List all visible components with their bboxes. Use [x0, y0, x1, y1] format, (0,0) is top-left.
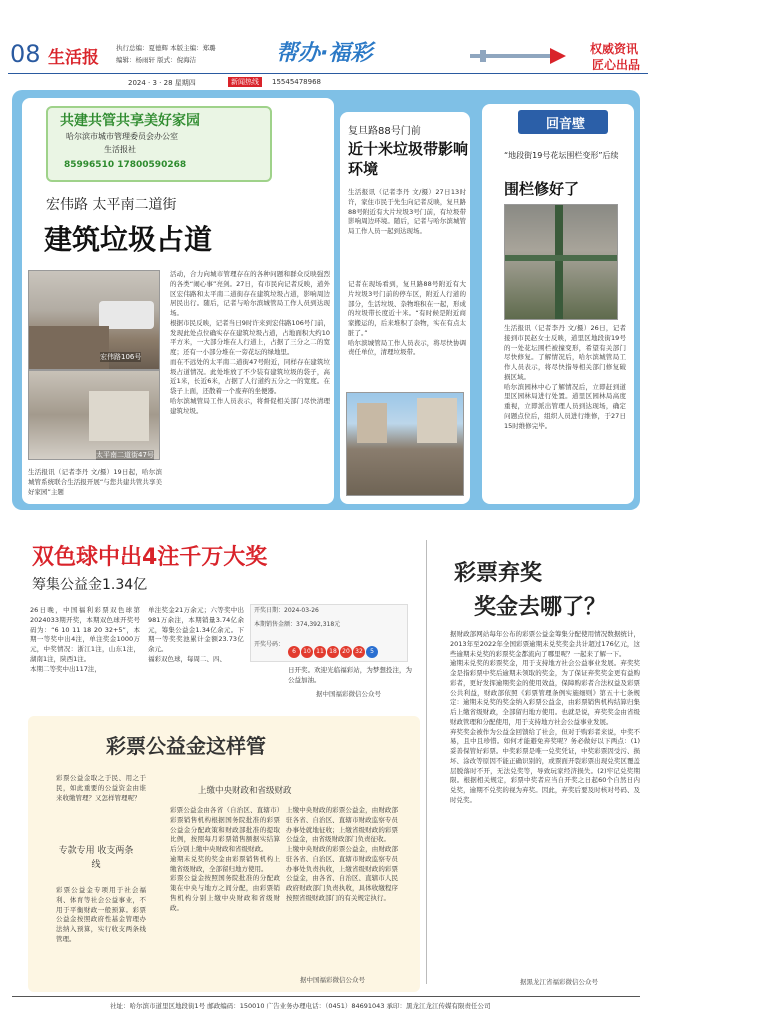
lottery2-source: 据中国福彩微信公众号 [300, 976, 365, 984]
red-ball: 6 [288, 646, 300, 658]
red-ball: 32 [353, 646, 365, 658]
executive-editor-line: 执行总编：夏德辉 本版主编：郑璐 [116, 44, 216, 52]
lottery2-left-body: 彩票公益金专项用于社会福利、体育等社会公益事业，不用于平衡财政一般预算。彩票公益金按照政府性基金管理办法纳入预算，实行收支两条线管理。 [56, 886, 146, 943]
slogan-1: 权威资讯 [590, 42, 639, 56]
paper-logo: 生活报 [48, 48, 99, 68]
ball-row [288, 638, 406, 658]
red-ball: 18 [327, 646, 339, 658]
slogan-2: 匠心出品 [592, 58, 641, 72]
page-number: 08 [10, 40, 41, 68]
lottery2-mid-body: 彩票公益金由各省（自治区、直辖市）彩票销售机构根据国务院批准的彩票公益金分配政策和财政部批准的提取比例，按照每月彩票销售额据实结算后分别上缴中央财政和省级财政。 逾期未兑奖的奖金由彩票销售机构上缴省级财政，全部留归地方使用。 彩票公益金按照国务院批准的分配政策在中央与地方之间分配，由彩票销售机构分别上缴中央财政和省级财政。 [170, 806, 280, 912]
date-line: 2024 · 3 · 28 星期四 [128, 79, 196, 87]
lottery1-col1: 26日晚，中国福利彩票双色球第2024033期开奖，本期双色球开奖号码为：“6 10 11 18 20 32+5”，本期一等奖中出4注，单注奖金1000万元，中奖情况：浙江1注，山东1注，湖南1注，陕西1注。 本期二等奖中出117注， [30, 606, 140, 673]
story3-headline: 围栏修好了 [504, 180, 580, 198]
arrow-decoration-icon [470, 48, 570, 64]
header-rule [8, 73, 648, 74]
lottery2-right-body: 上缴中央财政的彩票公益金，由财政部驻各省、自治区、直辖市财政监察专员办事处就地征收；上缴省级财政的彩票公益金，由省级财政部门负责征收。 上缴中央财政的彩票公益金，由财政部驻各省、自治区、直辖市财政监察专员办事处负责执收，上缴省级财政的彩票公益金，由各省、自治区、直辖市人民政府财政部门负责执收，具体收缴程序按照省级财政部门的有关规定执行。 [286, 806, 398, 902]
lottery1-col3: 日开奖。欢迎光临福彩站，为梦想投注，为公益加油。 [288, 666, 412, 684]
story2-lead: 生活报讯（记者李丹 文/摄）27日13时许，家住市民于先生向记者反映，复旦路88号附近有大片垃圾3号门前，有垃圾带影响周边环境。随后，记者与哈尔滨城管局工作人员一起到达现场。 [348, 188, 466, 235]
story1-headline: 建筑垃圾占道 [44, 223, 213, 256]
footer-info: 社址：哈尔滨市道里区地段街1号 邮政编码：150010 广告业务办理电话：（0451）84691043 承印：黑龙江龙江传媒有限责任公司 [110, 1002, 491, 1010]
red-ball: 20 [340, 646, 352, 658]
promo-title: 共建共管共享美好家园 [60, 113, 200, 129]
column-divider [426, 540, 427, 984]
lottery2-left-intro: 彩票公益金取之于民、用之于民，如此重要的公益资金由谁来收缴管理？又怎样管理呢？ [56, 774, 146, 802]
panel-sales: 本期销售金额：374,392,318元 [254, 621, 341, 628]
section-title: 帮办·福彩 [276, 41, 373, 66]
story2-headline: 近十米垃圾带影响环境 [348, 140, 469, 178]
hotline-number: 15545478968 [272, 78, 321, 86]
story2-body: 记者在现场看到，复旦路88号附近有大片垃圾3号门前的停车区，附近人行道的部分，生活垃圾、杂物堆积在一起，形成的垃圾带长度近十米。“有时候是附近商家搬运的，后来堆积了杂物，实在有点太脏了。” 哈尔滨城管局工作人员表示，将尽快协调责任单位，清理垃圾带。 [348, 280, 466, 357]
promo-phone: 85996510 17800590268 [64, 160, 187, 170]
photo-taiping-street [28, 370, 160, 460]
photo-caption-1: 宏伟路106号 [100, 353, 142, 361]
story3-body: 生活报讯（记者李丹 文/摄）26日，记者接到市民赵女士反映，道里区地段街19号的一处花坛围栏被撞变形，希望有关部门尽快修复。了解情况后，哈尔滨城管局工作人员表示，将尽快指导相关部门修复破损区域。 哈尔滨园林中心了解情况后，立即赶到道里区园林局进行处置。道里区园林局高度重视，立即派出管理人员到达现场，确定问题点位后，组织人员进行维修，于27日15时维修完毕。 [504, 324, 626, 430]
red-ball: 11 [314, 646, 326, 658]
lottery1-source: 据中国福彩微信公众号 [316, 690, 381, 698]
photo-fence [504, 204, 618, 320]
footer-rule [12, 996, 640, 997]
lottery1-sub: 筹集公益金1.34亿 [32, 577, 148, 593]
lottery3-headline-1: 彩票弃奖 [454, 561, 543, 586]
lottery2-sub-head: 专款专用 收支两条线 [58, 846, 134, 871]
blue-ball: 5 [366, 646, 378, 658]
lottery3-body: 据财政部网站每年公布的彩票公益金筹集分配使用情况数据统计，2013年至2022年全国彩票逾期未兑奖奖金共计超过176亿元，这些逾期未兑奖的彩票奖金都流向了哪里呢？一起来了解一下。 逾期未兑奖的彩票奖金，用于支持地方社会公益事业发展。弃奖奖金是指彩票中奖后逾期未领取的奖金，为了保证弃奖奖金更有益购彩者，更好发挥逾期奖金的使用效益，保障购彩者合法权益及彩票公共利益，财政部依照《彩票管理条例实施细则》第五十七条规定：逾期未兑奖的奖金纳入彩票公益金，由彩票销售机构结算归集后上缴省级财政，全部留归地方使用。也就是说，弃奖奖金由省级财政管理和分配使用，用于支持地方社会公益事业发展。 弃奖奖金被作为公益金回馈给了社会，但对于购彩者来说，中奖不易，且中且珍惜。如何才能避免弃奖呢？务必做好以下两点：(1)妥善保管好彩票。中奖彩票是唯一兑奖凭证，中奖彩票因受污、损坏、涂改等原因不能正确识别的，或票面开裂彩票出现兑奖区覆盖层脱落时不开，无法兑奖等，导致玩家经济损失。(2)牢记兑奖期限。根据相关规定，彩票中奖者应当自开奖之日起60个自然日内兑奖，逾期不兑奖的视为弃奖。因此，弃奖后要及时核对号码、及时兑奖。 [450, 630, 640, 804]
lottery3-headline-2: 奖金去哪了？ [474, 595, 607, 620]
story1-body: 活动，合力向城市管理存在的各种问题和群众反映强烈的各类“闹心事”亮剑。27日，有市民向记者反映，道外区宏伟路和太平南二道街存在建筑垃圾占道，影响周边居民出行。随后，记者与哈尔滨城管局工作人员到达现场。 根据市民反映，记者当日9时许来到宏伟路106号门前，发现此处点位确实存在建筑垃圾占道，占地面积大约10平方米，一大部分堆在人行道上，占据了三分之二的宽度；还有一小部分堆在一旁花坛的绿地里。 而在不远处的太平南二道街47号附近，同样存在建筑垃圾占道情况。此处堆放了不少装有建筑垃圾的袋子，高近1米，长近6米，占据了人行道约五分之一的宽度。在袋子上面，还散着一个废弃的坐便器。 哈尔滨城管局工作人员表示，将督促相关部门尽快清理建筑垃圾。 [170, 270, 330, 415]
lottery2-headline: 彩票公益金这样管 [106, 734, 266, 758]
photo-fudan-road [346, 392, 464, 496]
panel-date: 开奖日期：2024-03-26 [254, 607, 319, 614]
story1-lead: 生活报讯（记者李丹 文/摄）19日起，哈尔滨城管系统联合生活报开展“与您共建共管共享美好家园”主题 [28, 468, 162, 496]
story1-kicker: 宏伟路 太平南二道街 [46, 197, 177, 213]
story3-kicker: “地段街19号花坛围栏变形”后续 [504, 151, 619, 160]
promo-org: 哈尔滨市城市管理委员会办公室 [66, 132, 178, 141]
lottery3-source: 据黑龙江省福彩微信公众号 [520, 978, 598, 986]
lottery1-headline: 双色球中出4注千万大奖 [32, 545, 268, 570]
column-name: 回音壁 [546, 117, 586, 132]
photo-caption-2: 太平南二道街47号 [96, 451, 154, 459]
red-ball: 10 [301, 646, 313, 658]
editor-line: 编辑：杨雨轩 版式：倪海洁 [116, 56, 197, 64]
panel-balls-label: 开奖号码： [254, 641, 285, 648]
lottery2-mid-head: 上缴中央财政和省级财政 [198, 786, 292, 796]
story2-kicker: 复旦路88号门前 [348, 126, 421, 137]
hotline-label: 新闻热线 [228, 77, 262, 87]
lottery1-col2: 单注奖金21万余元；六等奖中出981万余注，本期销量3.74亿余元，筹集公益金1.34亿余元。下期一等奖奖池累计金额23.73亿余元。 福彩双色球，每周二、四、 [148, 606, 244, 663]
promo-co: 生活报社 [104, 145, 136, 154]
